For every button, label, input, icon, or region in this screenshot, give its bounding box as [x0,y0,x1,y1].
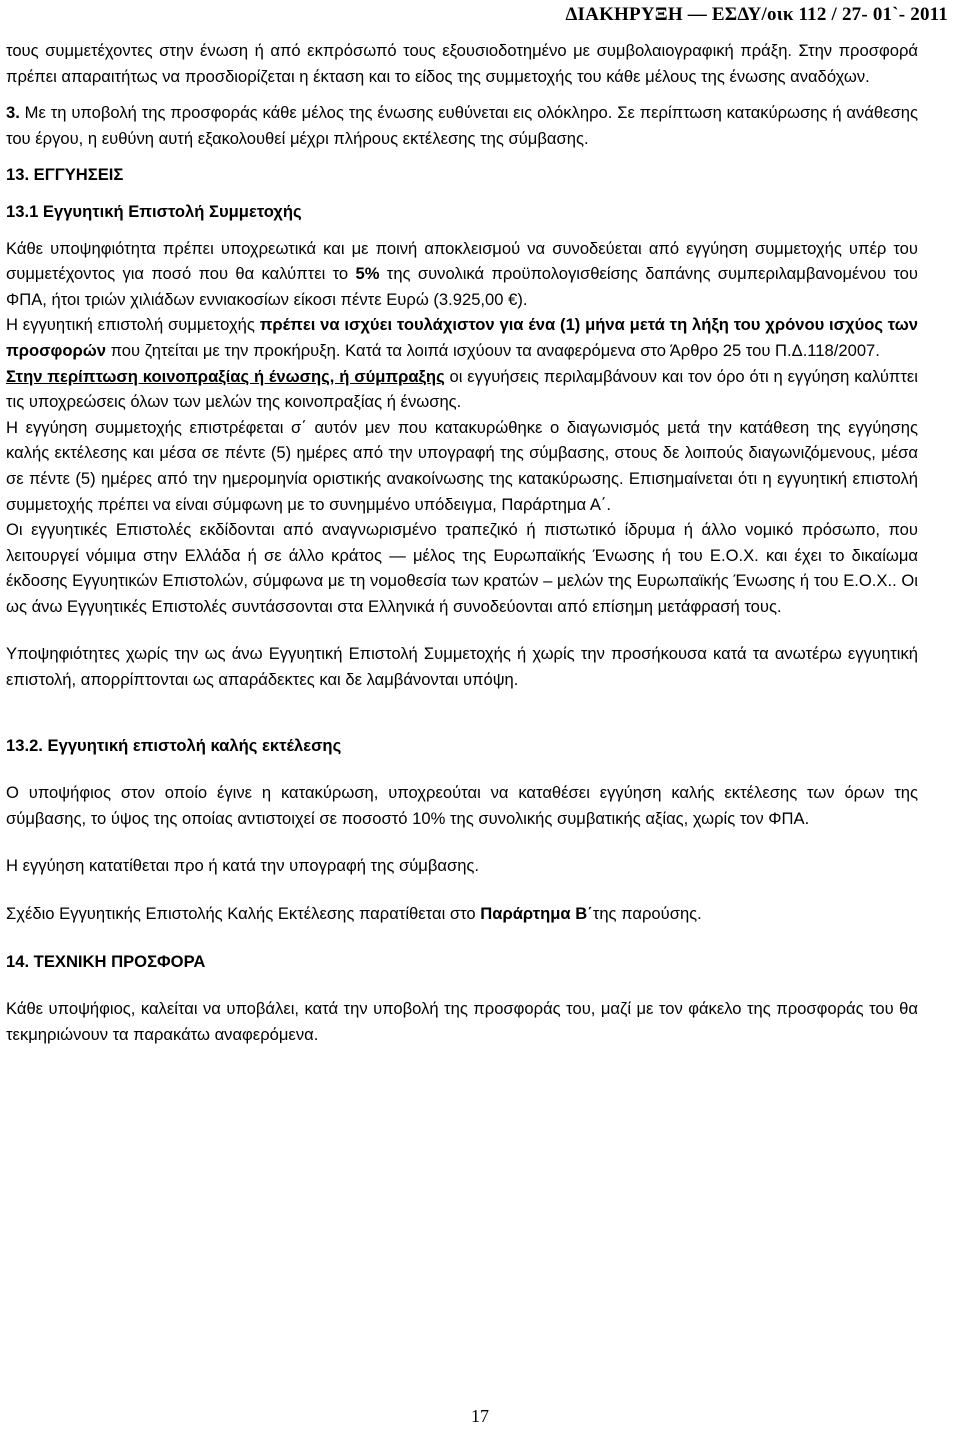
section-13-heading: 13. ΕΓΓΥΗΣΕΙΣ [6,165,124,185]
document-body [6,38,918,1047]
paragraph-guarantee-validity [6,312,918,363]
percent-value: 5% [355,264,380,284]
paragraph-union-signature: τους συμμετέχοντες στην ένωση ή από εκπρόσωπό τους εξουσιοδοτημένο με συμβολαιογραφική πράξη. Στην προσφορά πρέπει απαραιτήτως να προσδιορίζεται η έκταση και το είδος της συμμετοχής του κάθε μέλους της ένωσης αναδόχων. [6,41,918,86]
bold-text: πρέπει να ισχύει τουλάχιστον για ένα (1) μήνα μετά τη λήξη του χρόνου ισχύος των προσφορών [6,315,918,360]
text-run: που ζητείται με την προκήρυξη. Κατά τα λοιπά ισχύουν τα αναφερόμενα στο Άρθρο 25 του Π.Δ.118/2007. [105,340,880,360]
text-run: οι εγγυήσεις περιλαμβάνουν και τον όρο ότι η εγγύηση καλύπτει τις υποχρεώσεις όλων των μελών της κοινοπραξίας ή ένωσης. [6,366,918,412]
paragraph-item-3 [6,100,918,151]
bold-underline-text: Στην περίπτωση κοινοπραξίας ή ένωσης, ή σύμπραξης [6,366,445,386]
section-14-heading: 14. ΤΕΧΝΙΚΗ ΠΡΟΣΦΟΡΑ [6,951,206,971]
section-13-2-heading: 13.2. Εγγυητική επιστολή καλής εκτέλεσης [6,735,342,755]
paragraph-guarantee-amount [6,236,918,313]
section-13-1-heading: 13.1 Εγγυητική Επιστολή Συμμετοχής [6,201,302,221]
paragraph-consortium [6,364,918,415]
paragraph-issuers: Οι εγγυητικές Επιστολές εκδίδονται από αναγνωρισμένο τραπεζικό ή πιστωτικό ίδρυμα ή άλλο νομικό πρόσωπο, που λειτουργεί νόμιμα στην Ελλάδα ή σε άλλο κράτος — μέλος της Ευρωπαϊκής Ένωσης ή του Ε.Ο.Χ. και έχει το δικαίωμα έκδοσης Εγγυητικών Επιστολών, σύμφωνα με τη νομοθεσία των κρατών – μελών της Ευρωπαϊκής Ένωσης ή του Ε.Ο.Χ.. Οι ως άνω Εγγυητικές Επιστολές συντάσσονται στα Ελληνικά ή συνοδεύονται από επίσημη μετάφρασή τους. [6,520,918,616]
text-run: Η εγγυητική επιστολή συμμετοχής [6,315,260,335]
paragraph-guarantee-return: Η εγγύηση συμμετοχής επιστρέφεται σ΄ αυτόν μεν που κατακυρώθηκε ο διαγωνισμός μετά την κατάθεση της εγγύησης καλής εκτέλεσης και μέσα σε πέντε (5) ημέρες από την υπογραφή της σύμβασης, στους δε λοιπούς διαγωνιζόμενους, μέσα σε πέντε (5) ημέρες από την ημερομηνία οριστικής ανακοίνωσης της κατακύρωσης. Επισημαίνεται ότι η εγγυητική επιστολή συμμετοχής πρέπει να είναι σύμφωνη με το συνημμένο υπόδειγμα, Παράρτημα Α΄. [6,417,918,514]
paragraph-annex-b [6,901,918,927]
text-run: της συνολικά προϋπολογισθείσης δαπάνης συμπεριλαμβανομένου του ΦΠΑ, ήτοι τριών χιλιάδων εννιακοσίων είκοσι πέντε Ευρώ (3.925,00 €). [6,264,918,309]
paragraph-rejection: Υποψηφιότητες χωρίς την ως άνω Εγγυητική Επιστολή Συμμετοχής ή χωρίς την προσήκουσα κατά τα ανωτέρω εγγυητική επιστολή, απορρίπτονται ως απαράδεκτες και δε λαμβάνονται υπόψη. [6,644,918,690]
paragraph-technical-offer: Κάθε υποψήφιος, καλείται να υποβάλει, κατά την υποβολή της προσφοράς του, μαζί με τον φάκελο της προσφοράς του θα τεκμηριώνουν τα παρακάτω αναφερόμενα. [6,999,918,1044]
document-header: ΔΙΑΚΗΡΥΞΗ — ΕΣΔΥ/οικ 112 / 27- 01`- 2011 [565,4,948,25]
item-text: Με τη υποβολή της προσφοράς κάθε μέλος της ένωσης ευθύνεται εις ολόκληρο. Σε περίπτωση κατακύρωσης ή ανάθεσης του έργου, η ευθύνη αυτή εξακολουθεί μέχρι πλήρους εκτέλεσης της σύμβασης. [6,103,918,148]
page-number: 17 [471,1406,489,1426]
paragraph-performance-guarantee: Ο υποψήφιος στον οποίο έγινε η κατακύρωση, υποχρεούται να καταθέσει εγγύηση καλής εκτέλεσης των όρων της σύμβασης, το ύψος της οποίας αντιστοιχεί σε ποσοστό 10% της συνολικής συμβατικής αξίας, χωρίς τον ΦΠΑ. [6,783,918,828]
paragraph-submission: Η εγγύηση κατατίθεται προ ή κατά την υπογραφή της σύμβασης. [6,856,480,876]
item-number: 3. [6,103,20,123]
text-run: της παρούσης. [592,904,702,924]
text-run: Κάθε υποψηφιότητα πρέπει υποχρεωτικά και με ποινή αποκλεισμού να συνοδεύεται από εγγύηση συμμετοχής υπέρ του συμμετέχοντος για ποσό που θα καλύπτει το [6,238,918,284]
bold-text: Παράρτημα Β΄ [480,904,593,924]
text-run: Σχέδιο Εγγυητικής Επιστολής Καλής Εκτέλεσης παρατίθεται στο [6,904,481,924]
